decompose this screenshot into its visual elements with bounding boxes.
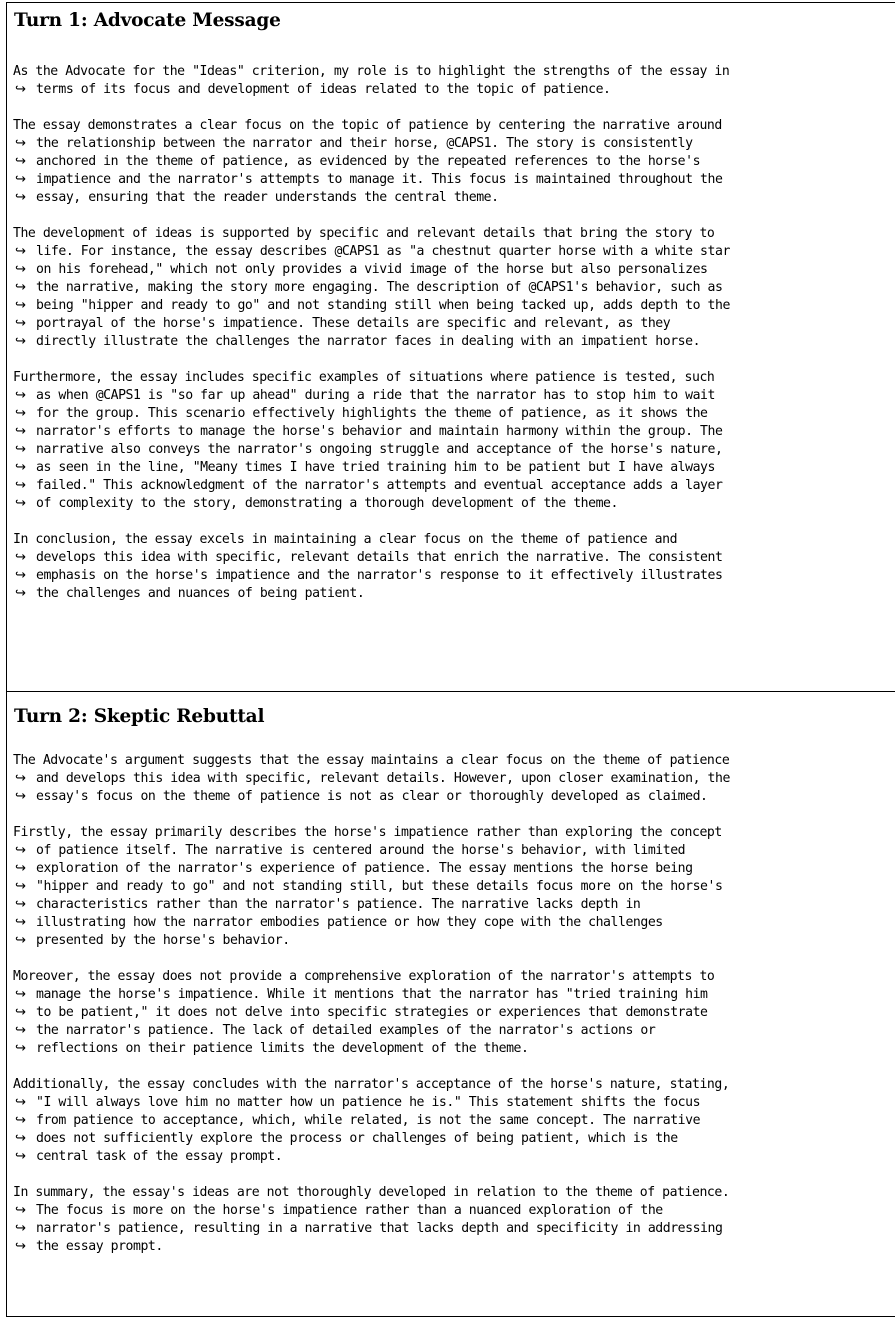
- wrapped-line: [13, 1040, 895, 1058]
- line-continuation-icon: ↪: [15, 172, 26, 187]
- wrapped-line: [13, 1220, 895, 1238]
- paragraph-gap: [13, 1058, 895, 1076]
- wrapped-line: [13, 842, 895, 860]
- line-continuation-icon: ↪: [15, 861, 26, 876]
- line-text: life. For instance, the essay describes @CAPS1 as "a chestnut quarter horse with a white star: [36, 244, 730, 259]
- line-text: portrayal of the horse's impatience. These details are specific and relevant, as they: [36, 316, 671, 331]
- line-text: as seen in the line, "Meany times I have tried training him to be patient but I have always: [36, 460, 715, 475]
- text-line: [13, 824, 895, 842]
- wrapped-line: [13, 770, 895, 788]
- line-continuation-icon: ↪: [15, 550, 26, 565]
- line-continuation-icon: ↪: [15, 1005, 26, 1020]
- line-text: to be patient," it does not delve into specific strategies or experiences that demonstrate: [36, 1005, 708, 1020]
- line-continuation-icon: ↪: [15, 496, 26, 511]
- line-text: the narrator's patience. The lack of detailed examples of the narrator's actions or: [36, 1023, 656, 1038]
- wrapped-line: [13, 477, 895, 495]
- text-line: [13, 63, 895, 81]
- line-continuation-icon: ↪: [15, 244, 26, 259]
- line-continuation-icon: ↪: [15, 262, 26, 277]
- line-text: essay's focus on the theme of patience is not as clear or thoroughly developed as claimed.: [36, 789, 708, 804]
- line-continuation-icon: ↪: [15, 1221, 26, 1236]
- line-text: develops this idea with specific, relevant details that enrich the narrative. The consistent: [36, 550, 723, 565]
- line-text: The essay demonstrates a clear focus on the topic of patience by centering the narrative around: [13, 118, 722, 133]
- line-text: directly illustrate the challenges the narrator faces in dealing with an impatient horse.: [36, 334, 701, 349]
- wrapped-line: [13, 1004, 895, 1022]
- text-line: [13, 369, 895, 387]
- line-text: Firstly, the essay primarily describes the horse's impatience rather than exploring the concept: [13, 825, 722, 840]
- line-continuation-icon: ↪: [15, 586, 26, 601]
- turn2-heading: Turn 2: Skeptic Rebuttal: [14, 706, 265, 727]
- line-continuation-icon: ↪: [15, 1041, 26, 1056]
- wrapped-line: [13, 788, 895, 806]
- line-continuation-icon: ↪: [15, 1149, 26, 1164]
- wrapped-line: [13, 1112, 895, 1130]
- wrapped-line: [13, 495, 895, 513]
- line-text: anchored in the theme of patience, as evidenced by the repeated references to the horse's: [36, 154, 701, 169]
- paragraph-gap: [13, 99, 895, 117]
- line-continuation-icon: ↪: [15, 1131, 26, 1146]
- paragraph: [13, 752, 895, 806]
- wrapped-line: [13, 896, 895, 914]
- line-text: for the group. This scenario effectively highlights the theme of patience, as it shows the: [36, 406, 708, 421]
- section-divider: [7, 691, 895, 692]
- wrapped-line: [13, 1130, 895, 1148]
- wrapped-line: [13, 567, 895, 585]
- line-text: and develops this idea with specific, relevant details. However, upon closer examination, the: [36, 771, 730, 786]
- line-continuation-icon: ↪: [15, 568, 26, 583]
- wrapped-line: [13, 441, 895, 459]
- line-continuation-icon: ↪: [15, 334, 26, 349]
- line-continuation-icon: ↪: [15, 316, 26, 331]
- paragraph: [13, 531, 895, 603]
- line-continuation-icon: ↪: [15, 879, 26, 894]
- paragraph: [13, 968, 895, 1058]
- line-text: from patience to acceptance, which, while related, is not the same concept. The narrative: [36, 1113, 701, 1128]
- paragraph: [13, 63, 895, 99]
- line-text: being "hipper and ready to go" and not standing still when being tacked up, adds depth to the: [36, 298, 730, 313]
- turn1-heading: Turn 1: Advocate Message: [14, 10, 281, 31]
- wrapped-line: [13, 1094, 895, 1112]
- line-text: Additionally, the essay concludes with the narrator's acceptance of the horse's nature, stating,: [13, 1077, 730, 1092]
- paragraph-gap: [13, 950, 895, 968]
- wrapped-line: [13, 315, 895, 333]
- line-text: the narrative, making the story more engaging. The description of @CAPS1's behavior, such as: [36, 280, 723, 295]
- line-continuation-icon: ↪: [15, 478, 26, 493]
- line-text: the challenges and nuances of being patient.: [36, 586, 365, 601]
- line-text: The development of ideas is supported by specific and relevant details that bring the story to: [13, 226, 715, 241]
- paragraph-gap: [13, 513, 895, 531]
- wrapped-line: [13, 333, 895, 351]
- wrapped-line: [13, 585, 895, 603]
- line-text: In summary, the essay's ideas are not thoroughly developed in relation to the theme of patience.: [13, 1185, 730, 1200]
- document-frame: [6, 2, 895, 1317]
- wrapped-line: [13, 1022, 895, 1040]
- paragraph-gap: [13, 207, 895, 225]
- line-text: characteristics rather than the narrator's patience. The narrative lacks depth in: [36, 897, 641, 912]
- line-text: emphasis on the horse's impatience and the narrator's response to it effectively illustrates: [36, 568, 723, 583]
- paragraph: [13, 1184, 895, 1256]
- paragraph: [13, 369, 895, 513]
- line-continuation-icon: ↪: [15, 1239, 26, 1254]
- wrapped-line: [13, 135, 895, 153]
- line-text: as when @CAPS1 is "so far up ahead" during a ride that the narrator has to stop him to wait: [36, 388, 715, 403]
- text-line: [13, 1076, 895, 1094]
- paragraph: [13, 824, 895, 950]
- paragraph-gap: [13, 351, 895, 369]
- text-line: [13, 968, 895, 986]
- paragraph: [13, 225, 895, 351]
- line-text: terms of its focus and development of ideas related to the topic of patience.: [36, 82, 611, 97]
- line-continuation-icon: ↪: [15, 843, 26, 858]
- wrapped-line: [13, 297, 895, 315]
- line-text: illustrating how the narrator embodies patience or how they cope with the challenges: [36, 915, 663, 930]
- line-continuation-icon: ↪: [15, 424, 26, 439]
- line-continuation-icon: ↪: [15, 1113, 26, 1128]
- wrapped-line: [13, 1238, 895, 1256]
- line-continuation-icon: ↪: [15, 897, 26, 912]
- paragraph: [13, 117, 895, 207]
- line-text: Moreover, the essay does not provide a comprehensive exploration of the narrator's attempts to: [13, 969, 715, 984]
- line-text: the relationship between the narrator and their horse, @CAPS1. The story is consistently: [36, 136, 693, 151]
- line-continuation-icon: ↪: [15, 388, 26, 403]
- text-line: [13, 531, 895, 549]
- line-text: of patience itself. The narrative is centered around the horse's behavior, with limited: [36, 843, 686, 858]
- text-line: [13, 1184, 895, 1202]
- wrapped-line: [13, 932, 895, 950]
- line-continuation-icon: ↪: [15, 136, 26, 151]
- line-continuation-icon: ↪: [15, 1023, 26, 1038]
- wrapped-line: [13, 243, 895, 261]
- wrapped-line: [13, 261, 895, 279]
- text-line: [13, 752, 895, 770]
- line-text: of complexity to the story, demonstrating a thorough development of the theme.: [36, 496, 618, 511]
- paragraph-gap: [13, 1166, 895, 1184]
- line-continuation-icon: ↪: [15, 789, 26, 804]
- line-text: Furthermore, the essay includes specific examples of situations where patience is tested, such: [13, 370, 715, 385]
- wrapped-line: [13, 279, 895, 297]
- line-continuation-icon: ↪: [15, 933, 26, 948]
- line-text: on his forehead," which not only provides a vivid image of the horse but also personalizes: [36, 262, 708, 277]
- wrapped-line: [13, 878, 895, 896]
- turn2-body: [13, 752, 895, 1256]
- line-continuation-icon: ↪: [15, 771, 26, 786]
- line-text: central task of the essay prompt.: [36, 1149, 283, 1164]
- turn1-body: [13, 63, 895, 603]
- line-continuation-icon: ↪: [15, 1203, 26, 1218]
- wrapped-line: [13, 81, 895, 99]
- line-text: narrator's patience, resulting in a narrative that lacks depth and specificity in addressing: [36, 1221, 723, 1236]
- line-text: The Advocate's argument suggests that the essay maintains a clear focus on the theme of patience: [13, 753, 730, 768]
- wrapped-line: [13, 153, 895, 171]
- line-text: exploration of the narrator's experience of patience. The essay mentions the horse being: [36, 861, 693, 876]
- wrapped-line: [13, 423, 895, 441]
- line-text: "I will always love him no matter how un patience he is." This statement shifts the focus: [36, 1095, 701, 1110]
- wrapped-line: [13, 986, 895, 1004]
- line-continuation-icon: ↪: [15, 406, 26, 421]
- line-continuation-icon: ↪: [15, 442, 26, 457]
- line-continuation-icon: ↪: [15, 915, 26, 930]
- wrapped-line: [13, 1202, 895, 1220]
- line-text: the essay prompt.: [36, 1239, 163, 1254]
- wrapped-line: [13, 189, 895, 207]
- line-continuation-icon: ↪: [15, 298, 26, 313]
- line-continuation-icon: ↪: [15, 987, 26, 1002]
- line-continuation-icon: ↪: [15, 280, 26, 295]
- text-line: [13, 225, 895, 243]
- line-text: presented by the horse's behavior.: [36, 933, 290, 948]
- wrapped-line: [13, 387, 895, 405]
- wrapped-line: [13, 405, 895, 423]
- line-text: does not sufficiently explore the process or challenges of being patient, which is the: [36, 1131, 678, 1146]
- line-text: narrator's efforts to manage the horse's behavior and maintain harmony within the group. The: [36, 424, 723, 439]
- text-line: [13, 117, 895, 135]
- wrapped-line: [13, 459, 895, 477]
- line-continuation-icon: ↪: [15, 82, 26, 97]
- line-continuation-icon: ↪: [15, 190, 26, 205]
- line-text: narrative also conveys the narrator's ongoing struggle and acceptance of the horse's nature,: [36, 442, 723, 457]
- wrapped-line: [13, 549, 895, 567]
- line-text: "hipper and ready to go" and not standing still, but these details focus more on the horse's: [36, 879, 723, 894]
- line-text: reflections on their patience limits the development of the theme.: [36, 1041, 529, 1056]
- paragraph-gap: [13, 806, 895, 824]
- line-continuation-icon: ↪: [15, 460, 26, 475]
- line-text: The focus is more on the horse's impatience rather than a nuanced exploration of the: [36, 1203, 663, 1218]
- line-text: impatience and the narrator's attempts to manage it. This focus is maintained throughout the: [36, 172, 723, 187]
- wrapped-line: [13, 171, 895, 189]
- line-continuation-icon: ↪: [15, 1095, 26, 1110]
- wrapped-line: [13, 914, 895, 932]
- line-text: As the Advocate for the "Ideas" criterion, my role is to highlight the strengths of the essay in: [13, 64, 730, 79]
- paragraph: [13, 1076, 895, 1166]
- line-text: essay, ensuring that the reader understands the central theme.: [36, 190, 499, 205]
- line-text: manage the horse's impatience. While it mentions that the narrator has "tried training him: [36, 987, 708, 1002]
- line-text: failed." This acknowledgment of the narrator's attempts and eventual acceptance adds a layer: [36, 478, 723, 493]
- wrapped-line: [13, 1148, 895, 1166]
- wrapped-line: [13, 860, 895, 878]
- line-continuation-icon: ↪: [15, 154, 26, 169]
- line-text: In conclusion, the essay excels in maintaining a clear focus on the theme of patience and: [13, 532, 678, 547]
